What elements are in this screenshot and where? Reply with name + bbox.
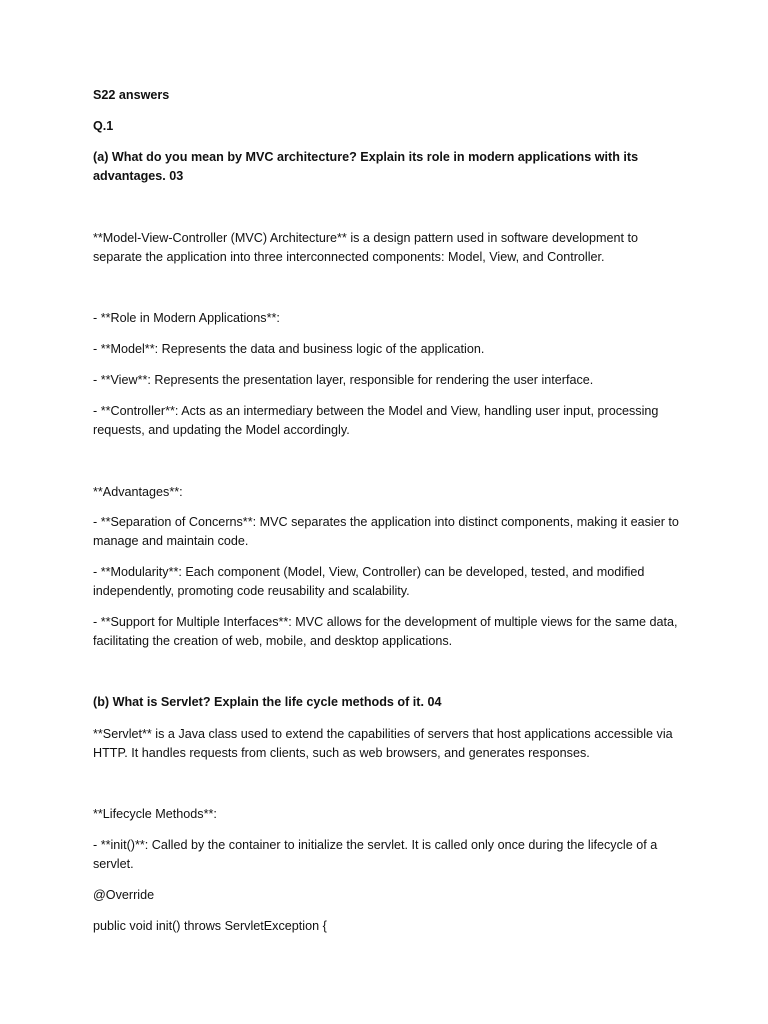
role-item-view: - **View**: Represents the presentation layer, responsible for rendering the user interface. [93,373,594,387]
question-1b: (b) What is Servlet? Explain the life cycle methods of it. 04 [93,695,442,709]
advantage-item-modularity: - **Modularity**: Each component (Model, View, Controller) can be developed, tested, and modified independently, promoting code reusability and scalability. [93,565,645,598]
lifecycle-item-init: - **init()**: Called by the container to initialize the servlet. It is called only once during the lifecycle of a servlet. [93,838,658,871]
question-number: Q.1 [93,119,114,133]
role-item-model: - **Model**: Represents the data and business logic of the application. [93,342,485,356]
lifecycle-heading: **Lifecycle Methods**: [93,807,217,821]
code-line-init-signature: public void init() throws ServletException { [93,919,327,933]
code-line-override: @Override [93,888,155,902]
document-heading: S22 answers [93,88,170,102]
role-item-controller: - **Controller**: Acts as an intermediary between the Model and View, handling user input, processing requests, and updating the Model accordingly. [93,404,659,437]
advantage-item-interfaces: - **Support for Multiple Interfaces**: MVC allows for the development of multiple views for the same data, facilitating the creation of web, mobile, and desktop applications. [93,615,678,648]
advantage-item-separation: - **Separation of Concerns**: MVC separates the application into distinct components, making it easier to manage and maintain code. [93,515,679,548]
advantages-heading: **Advantages**: [93,485,183,499]
mvc-intro-paragraph: **Model-View-Controller (MVC) Architecture** is a design pattern used in software development to separate the application into three interconnected components: Model, View, and Controller. [93,231,639,264]
servlet-intro-paragraph: **Servlet** is a Java class used to extend the capabilities of servers that host applications accessible via HTTP. It handles requests from clients, such as web browsers, and generates responses. [93,727,673,760]
role-heading: - **Role in Modern Applications**: [93,311,280,325]
question-1a: (a) What do you mean by MVC architecture? Explain its role in modern applications with its advantages. 03 [93,150,639,183]
